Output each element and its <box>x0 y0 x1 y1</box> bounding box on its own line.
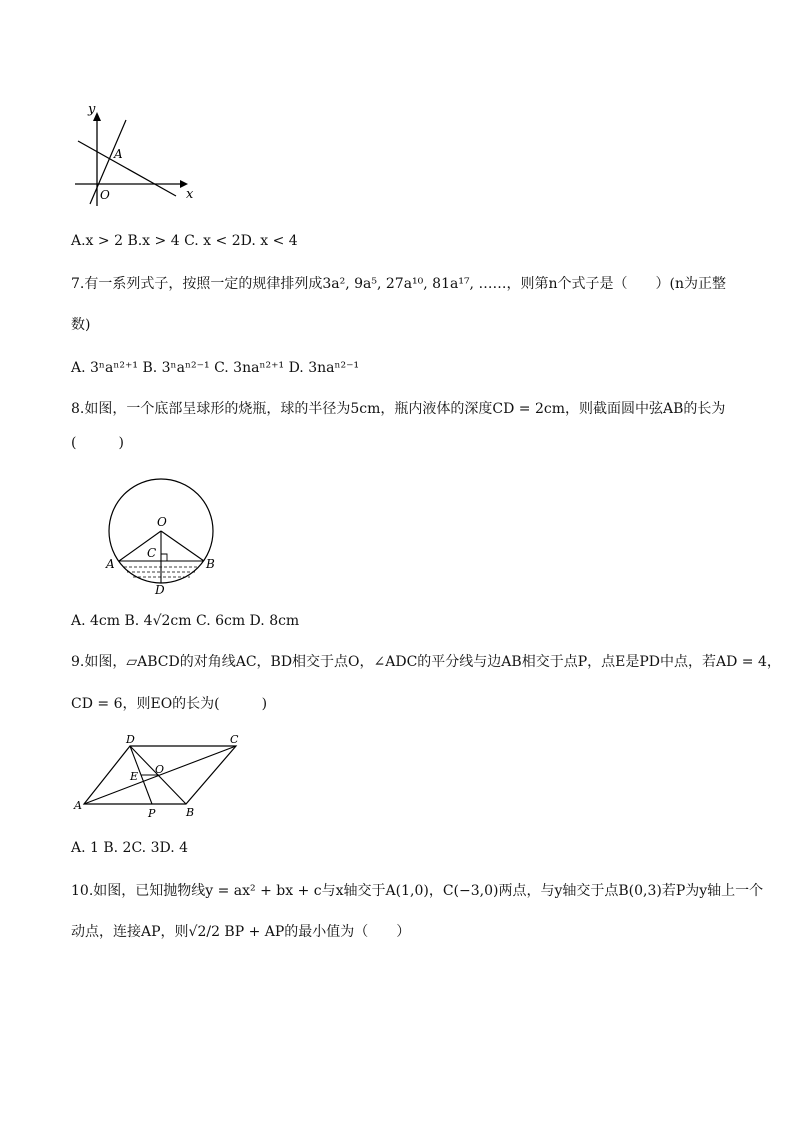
q9-label-a: A <box>74 799 82 812</box>
q8-label-a: A <box>106 557 115 571</box>
q10-stem-line1: 10.如图，已知抛物线y = ax² + bx + c与x轴交于A(1,0)，C(−3,0)两点，与y轴交于点B(0,3)若P为y轴上一个 <box>71 883 764 899</box>
q9-label-p: P <box>148 807 156 820</box>
q9-stem-line1: 9.如图，▱ABCD的对角线AC，BD相交于点O，∠ADC的平分线与边AB相交于点P，点E是PD中点，若AD = 4， <box>71 654 781 670</box>
q9-label-c: C <box>230 733 239 746</box>
q7-options: A. 3ⁿaⁿ²⁺¹ B. 3ⁿaⁿ²⁻¹ C. 3naⁿ²⁺¹ D. 3naⁿ²⁻¹ <box>71 360 360 376</box>
q9-label-b: B <box>186 806 195 819</box>
q7-stem-line1: 7.有一系列式子，按照一定的规律排列成3a², 9a⁵, 27a¹⁰, 81a¹⁷, ……，则第n个式子是（ ）(n为正整 <box>71 276 726 292</box>
q9-stem-line2: CD = 6，则EO的长为( ) <box>71 696 268 712</box>
q9-label-o: O <box>155 763 165 776</box>
q8-stem-line2: ( ) <box>71 435 124 451</box>
q8-circle-figure <box>100 478 225 600</box>
q8-label-c: C <box>147 546 157 560</box>
q8-stem-line1: 8.如图，一个底部呈球形的烧瓶，球的半径为5cm，瓶内液体的深度CD = 2cm，则截面圆中弦AB的长为 <box>71 401 726 417</box>
q7-stem-line2: 数) <box>71 317 91 333</box>
q6-x-axis-label: x <box>186 187 194 202</box>
q6-graph-figure <box>70 100 200 210</box>
q8-label-d: D <box>155 583 165 597</box>
q9-label-d: D <box>126 733 135 746</box>
q6-origin-label: O <box>100 188 110 202</box>
q6-y-axis-label: y <box>88 102 96 117</box>
q6-options: A.x > 2 B.x > 4 C. x < 2D. x < 4 <box>71 233 298 249</box>
q8-label-o: O <box>157 515 167 529</box>
q6-point-a-label: A <box>114 147 123 161</box>
q8-label-b: B <box>206 557 215 571</box>
q9-label-e: E <box>130 770 139 783</box>
q9-parallelogram-figure <box>68 732 248 822</box>
q10-stem-line2: 动点，连接AP，则√2/2 BP + AP的最小值为（ ） <box>71 924 411 940</box>
q9-options: A. 1 B. 2C. 3D. 4 <box>71 840 189 856</box>
q8-options: A. 4cm B. 4√2cm C. 6cm D. 8cm <box>71 613 300 629</box>
